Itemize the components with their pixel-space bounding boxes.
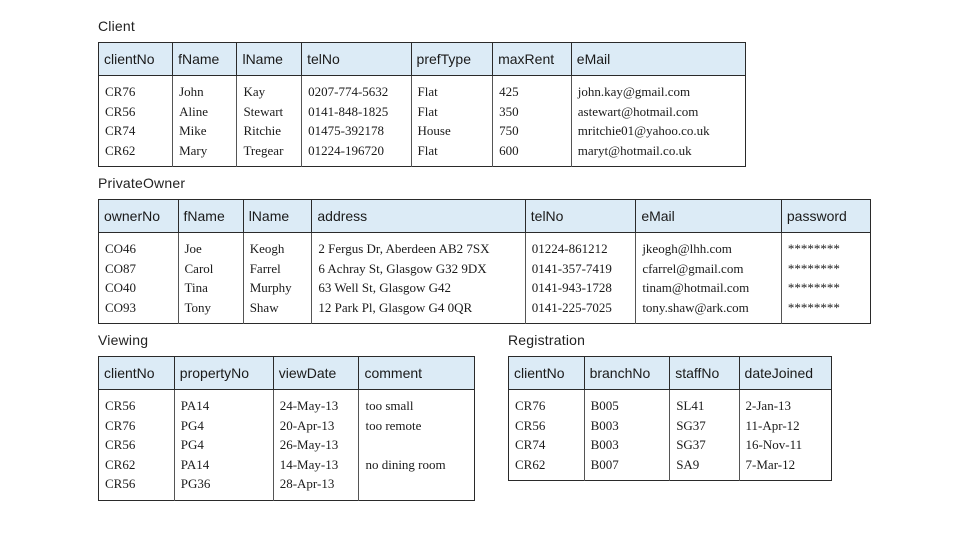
cell-ownerno: CO46 [99,233,179,259]
cell-email: maryt@hotmail.co.uk [577,142,692,158]
cell-datejoined: 2-Jan-13 [745,398,792,413]
cell-clientno: CR62 [99,455,175,475]
column-header-address: address [312,200,525,233]
cell-preftype: Flat [411,76,493,102]
cell-email: astewart@hotmail.com [577,103,699,119]
cell-viewdate: 24-May-13 [273,390,359,416]
cell-clientno: CR76 [99,76,173,102]
cell-comment [359,474,475,500]
cell-clientno: CR56 [509,416,585,436]
cell-address: 63 Well St, Glasgow G42 [312,278,525,298]
cell-comment: too small [365,398,414,413]
cell-telno: 0207-774-5632 [302,76,411,102]
client-table [98,42,746,167]
table-row [509,390,832,416]
cell-clientno: CR62 [99,141,173,167]
cell-email: jkeogh@lhh.com [636,233,782,259]
cell-preftype: Flat [411,141,493,167]
cell-staffno: SL41 [670,390,739,416]
cell-propertyno: PG36 [174,474,273,500]
cell-clientno: CR56 [99,102,173,122]
column-header-ownerno: ownerNo [99,200,179,233]
column-header-clientno: clientNo [99,357,175,390]
table-row [99,298,871,324]
table-row [99,390,475,416]
cell-fname: Carol [178,259,243,279]
table-row [99,416,475,436]
cell-maxrent: 425 [493,76,572,102]
cell-address: 2 Fergus Dr, Aberdeen AB2 7SX [312,233,525,259]
table-row [99,233,871,259]
cell-email: tony.shaw@ark.com [636,298,782,324]
cell-clientno: CR56 [99,435,175,455]
column-header-viewdate: viewDate [273,357,359,390]
client-title: Client [98,18,135,34]
column-header-datejoined: dateJoined [739,357,831,390]
cell-clientno: CR74 [509,435,585,455]
cell-lname: Shaw [243,298,312,324]
column-header-propertyno: propertyNo [174,357,273,390]
cell-viewdate: 14-May-13 [273,455,359,475]
cell-email: mritchie01@yahoo.co.uk [577,123,710,138]
table-row [509,416,832,436]
table-row [99,259,871,279]
column-header-lname: lName [243,200,312,233]
cell-fname: Tony [178,298,243,324]
cell-telno: 0141-357-7419 [525,259,636,279]
cell-address: 6 Achray St, Glasgow G32 9DX [312,259,525,279]
cell-propertyno: PA14 [174,455,273,475]
cell-datejoined: 7-Mar-12 [745,456,796,472]
column-header-lname: lName [237,43,302,76]
cell-branchno: B005 [584,390,670,416]
cell-comment: no dining room [365,456,446,472]
column-header-fname: fName [173,43,237,76]
column-header-clientno: clientNo [99,43,173,76]
cell-clientno: CR76 [99,416,175,436]
cell-fname: John [173,76,237,102]
cell-propertyno: PA14 [174,390,273,416]
header-row [99,43,746,76]
table-row [99,141,746,167]
cell-telno: 0141-225-7025 [525,298,636,324]
cell-password: ******** [787,280,840,295]
table-row [99,76,746,102]
column-header-email: eMail [636,200,782,233]
header-row [99,357,475,390]
cell-clientno: CR62 [509,455,585,481]
cell-lname: Stewart [237,102,302,122]
table-row [99,278,871,298]
registration-table [508,356,832,481]
cell-viewdate: 28-Apr-13 [273,474,359,500]
table-row [99,102,746,122]
cell-branchno: B007 [584,455,670,481]
cell-fname: Mary [173,141,237,167]
cell-comment: too remote [365,417,422,433]
table-row [509,435,832,455]
private-owner-title: PrivateOwner [98,175,186,191]
column-header-fname: fName [178,200,243,233]
cell-clientno: CR76 [509,390,585,416]
cell-telno: 01475-392178 [302,121,411,141]
column-header-comment: comment [359,357,475,390]
viewing-table [98,356,475,501]
table-row [99,474,475,500]
cell-password: ******** [787,260,840,276]
registration-title: Registration [508,332,586,348]
cell-address: 12 Park Pl, Glasgow G4 0QR [312,298,525,324]
cell-lname: Tregear [237,141,302,167]
cell-ownerno: CO93 [99,298,179,324]
header-row [509,357,832,390]
private-owner-table [98,199,871,324]
table-row [99,435,475,455]
cell-clientno: CR56 [99,390,175,416]
cell-branchno: B003 [584,435,670,455]
cell-staffno: SG37 [670,416,739,436]
header-row [99,200,871,233]
column-header-branchno: branchNo [584,357,670,390]
cell-fname: Mike [173,121,237,141]
cell-password: ******** [787,241,840,256]
cell-preftype: Flat [411,102,493,122]
cell-ownerno: CO40 [99,278,179,298]
table-row [509,455,832,481]
cell-ownerno: CO87 [99,259,179,279]
cell-staffno: SA9 [670,455,739,481]
table-row [99,121,746,141]
cell-viewdate: 26-May-13 [273,435,359,455]
cell-email: cfarrel@gmail.com [636,259,782,279]
cell-telno: 01224-861212 [525,233,636,259]
cell-lname: Murphy [243,278,312,298]
column-header-telno: telNo [525,200,636,233]
cell-lname: Ritchie [237,121,302,141]
cell-telno: 01224-196720 [302,141,411,167]
cell-staffno: SG37 [670,435,739,455]
cell-propertyno: PG4 [174,435,273,455]
cell-clientno: CR56 [99,474,175,500]
column-header-preftype: prefType [411,43,493,76]
cell-password: ******** [787,299,840,315]
cell-maxrent: 750 [493,121,572,141]
cell-maxrent: 350 [493,102,572,122]
cell-email: john.kay@gmail.com [577,84,691,99]
cell-lname: Keogh [243,233,312,259]
cell-fname: Tina [178,278,243,298]
cell-fname: Joe [178,233,243,259]
column-header-telno: telNo [302,43,411,76]
table-row [99,455,475,475]
column-header-email: eMail [571,43,745,76]
column-header-password: password [781,200,870,233]
cell-fname: Aline [173,102,237,122]
cell-telno: 0141-943-1728 [525,278,636,298]
cell-lname: Kay [237,76,302,102]
cell-branchno: B003 [584,416,670,436]
cell-comment [359,435,475,455]
cell-datejoined: 16-Nov-11 [745,437,803,452]
column-header-maxrent: maxRent [493,43,572,76]
column-header-clientno: clientNo [509,357,585,390]
viewing-title: Viewing [98,332,149,348]
cell-lname: Farrel [243,259,312,279]
cell-propertyno: PG4 [174,416,273,436]
cell-viewdate: 20-Apr-13 [273,416,359,436]
cell-clientno: CR74 [99,121,173,141]
cell-preftype: House [411,121,493,141]
cell-maxrent: 600 [493,141,572,167]
column-header-staffno: staffNo [670,357,739,390]
cell-email: tinam@hotmail.com [636,278,782,298]
cell-telno: 0141-848-1825 [302,102,411,122]
cell-datejoined: 11-Apr-12 [745,417,800,433]
